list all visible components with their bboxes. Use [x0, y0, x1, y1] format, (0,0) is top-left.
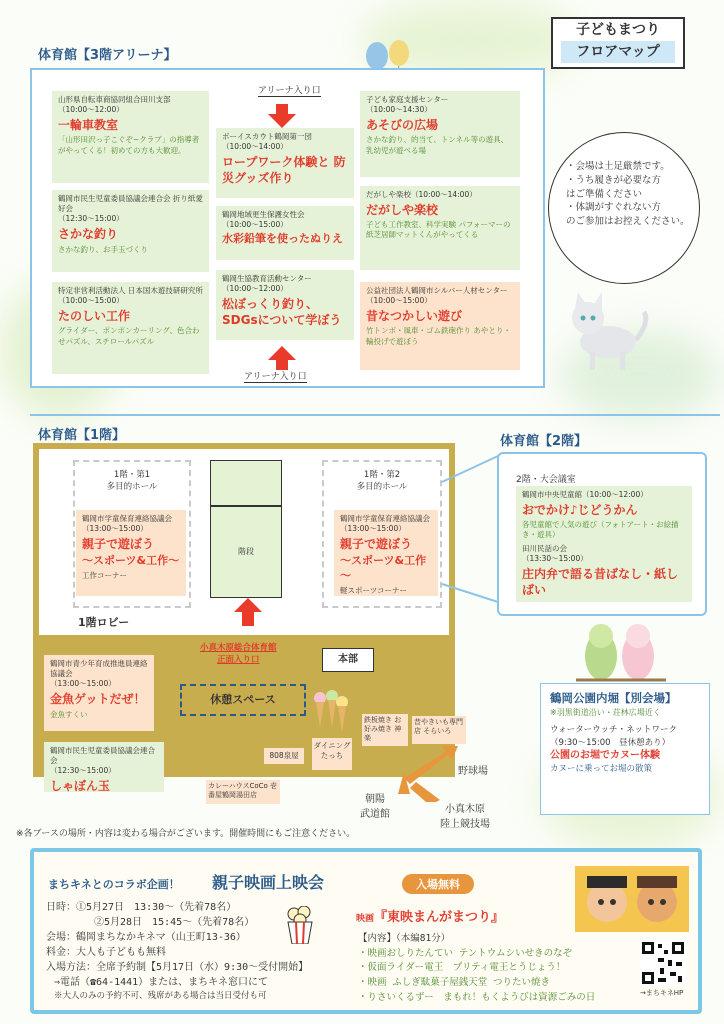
lobby-label: 1階ロビー — [78, 616, 130, 629]
booth-dagashiya: だがしや楽校（10:00～14:00） だがしや楽校 子ども工作教室、科学実験 パフォーマーの紙芝居師マットくんがやってくる — [360, 186, 520, 270]
floor2-room: 2階・大会議室 — [516, 475, 576, 485]
hall-1: 1階・第1 多目的ホール — [73, 460, 191, 608]
stadium-label: 小真木原 陸上競技場 — [440, 804, 490, 830]
budokan-label: 朝陽 武道館 — [360, 794, 390, 820]
booth-ropework: ボーイスカウト鶴岡第一団 （10:00～14:00） ロープワーク体験と 防災グッズ作り — [216, 128, 354, 198]
film-poster — [575, 866, 689, 932]
free-badge: 入場無料 — [402, 874, 474, 894]
stall-teppan: 鉄板焼き お好み焼き 神楽 — [362, 714, 408, 746]
stall-coco: カレーハウスCoCo 壱番屋鶴岡湯田店 — [206, 780, 280, 804]
film-title: 映画『東映まんがまつり』 — [356, 910, 505, 925]
stairs-block: 階段 — [210, 506, 282, 598]
ice-cream-illustration — [310, 688, 350, 734]
booth-jidokan: 鶴岡市中央児童館（10:00～12:00） おでかけ♪じどうかん 各児童館で人気の遊び（フォトアート・お絵描き・遊具） 田川民話の会 （13:30～15:00） 庄内弁で語る昔ばなし・紙しばい — [516, 486, 692, 602]
rest-space: 休憩スペース — [180, 684, 306, 716]
birds-illustration — [576, 614, 666, 684]
stall-808: 808泉屋 — [264, 748, 304, 764]
arrow-down-icon — [268, 104, 296, 128]
arena-entrance-top: アリーナ入り口 — [258, 83, 321, 97]
page-title-line1: 子どもまつり — [576, 22, 660, 38]
direction-arrows-icon — [396, 742, 462, 802]
park-content: 鶴岡公園内堀【別会場】 ※羽黒街道沿い・荘林広場近く ウォーターウッチ・ネットワーク （9:30～15:00 昼休憩あり） 公園のお堀でカヌー体験 カヌーに乗ってお堀の散策 — [550, 691, 677, 775]
booth-unicycle: 山形県自転車商協同組合田川支部 （10:00～12:00） 一輪車教室 「山形田沢っ子こぐぞ~クラブ」の指導者がやってくる！初めての方も大歓迎。 — [52, 91, 209, 183]
floor1-section-title: 体育館【1階】 — [38, 428, 126, 443]
connector-line — [438, 452, 502, 612]
poster-characters-illustration — [575, 866, 689, 932]
honbu-box: 本部 — [322, 648, 374, 672]
movie-collab: まちキネとのコラボ企画！ — [48, 878, 180, 891]
hall-2: 1階・第2 多目的ホール — [322, 460, 442, 608]
stairs-block-top — [210, 460, 282, 506]
booth-goldfish: 鶴岡市青少年育成推進員連絡協議会 （13:00～15:00） 金魚ゲットだぜ！ 金魚すくい — [44, 655, 154, 731]
caution-note: ※各ブースの場所・内容は変わる場合がございます。開催時間にもご注意ください。 — [16, 829, 356, 839]
booth-hall2-sports: 鶴岡市学童保育連絡協議会 （13:00～15:00） 親子で遊ぼう ～スポーツ&工作～ 軽スポーツコーナー — [334, 510, 438, 596]
qr-code-icon[interactable] — [640, 940, 686, 986]
qr-label: →まちキネHP — [640, 989, 684, 997]
booth-bubbles: 鶴岡市民生児童委員協議会連合会 （12:30～15:00） しゃぼん玉 — [44, 742, 164, 792]
arena-entrance-bottom: アリーナ入り口 — [244, 369, 307, 383]
stall-dining: ダイニング たっち — [312, 738, 352, 770]
page-title-line2: フロアマップ — [561, 41, 675, 63]
popcorn-icon — [286, 906, 314, 944]
booth-coloring: 鶴岡地域更生保護女性会 （10:00～15:00） 水彩鉛筆を使ったぬりえ — [216, 206, 354, 260]
main-entrance-label: 小真木原総合体育館 正面入り口 — [200, 643, 277, 665]
section-divider — [30, 414, 720, 416]
booth-fishing: 鶴岡市民生児童委員協議会連合会 折り紙愛好会 （12:30～15:00） さかな釣り さかな釣り、お手玉づくり — [52, 190, 209, 272]
film-contents: 【内容】（本編81分） ・映画おしりたんてい テントウムシいせきのなぞ ・仮面ライダー電王 プリティ電王とうじょう！ ・映画 ふしぎ駄菓子屋銭天堂 つりたい焼き ・りさいくるずー まもれ！もくようびは資源ごみの日 — [358, 933, 596, 1003]
arrow-up-icon — [234, 598, 262, 626]
movie-details: 日時：①5月27日 13:30～（先着78名） ②5月28日 15:45～（先着78名） 会場：鶴岡まちなかキネマ（山王町13-36） 料金：大人も子どもも無料 入場方法：全席予約制【5月17日（水）9:30～受付開始】 ⇒電話（☎64-1441）または、まちキネ窓口にて ※大人のみの予約不可、残席がある場合は当日受付も可 — [46, 902, 309, 1001]
page-title-box — [551, 17, 685, 69]
notes-text: ・会場は土足厳禁です。 ・うち履きが必要な方 はご準備ください ・体調がすぐれない方 のご参加はお控えください。 — [566, 161, 690, 228]
floor2-section-title: 体育館【2階】 — [500, 434, 588, 449]
booth-playground: 子ども家庭支援センター （10:00～14:30） あそびの広場 さかな釣り、的当て、トンネル等の遊具、乳幼児が遊べる場 — [360, 91, 520, 177]
stall-yakiimo: 昔やきいも専門店 そらいろ — [412, 716, 466, 744]
arrow-up-icon — [268, 346, 296, 370]
cat-illustration — [560, 282, 650, 372]
arena-section-title: 体育館【3階アリーナ】 — [38, 48, 177, 63]
booth-hall1-sports: 鶴岡市学童保育連絡協議会 （13:00～15:00） 親子で遊ぼう ～スポーツ&工作～ 工作コーナー — [76, 510, 186, 596]
movie-title: 親子映画上映会 — [212, 873, 325, 892]
booth-pinecone: 鶴岡生協教育活動センター （10:00～12:00） 松ぼっくり釣り、 SDGsについて学ぼう — [216, 270, 354, 340]
baseball-label: 野球場 — [458, 766, 488, 777]
booth-craft: 特定非営利活動法人 日本国木遊技研研究所 （10:00～15:00） たのしい工作 グライダー、ポンポンカーリング、色合わせパズル、スチロールパズル — [52, 282, 209, 374]
booth-oldgames: 公益社団法人鶴岡市シルバー人材センター（10:00～15:00） 昔なつかしい遊び 竹トンボ・風車・ゴム鉄砲作り あやとり・輪投げで遊ぼう — [360, 282, 520, 370]
